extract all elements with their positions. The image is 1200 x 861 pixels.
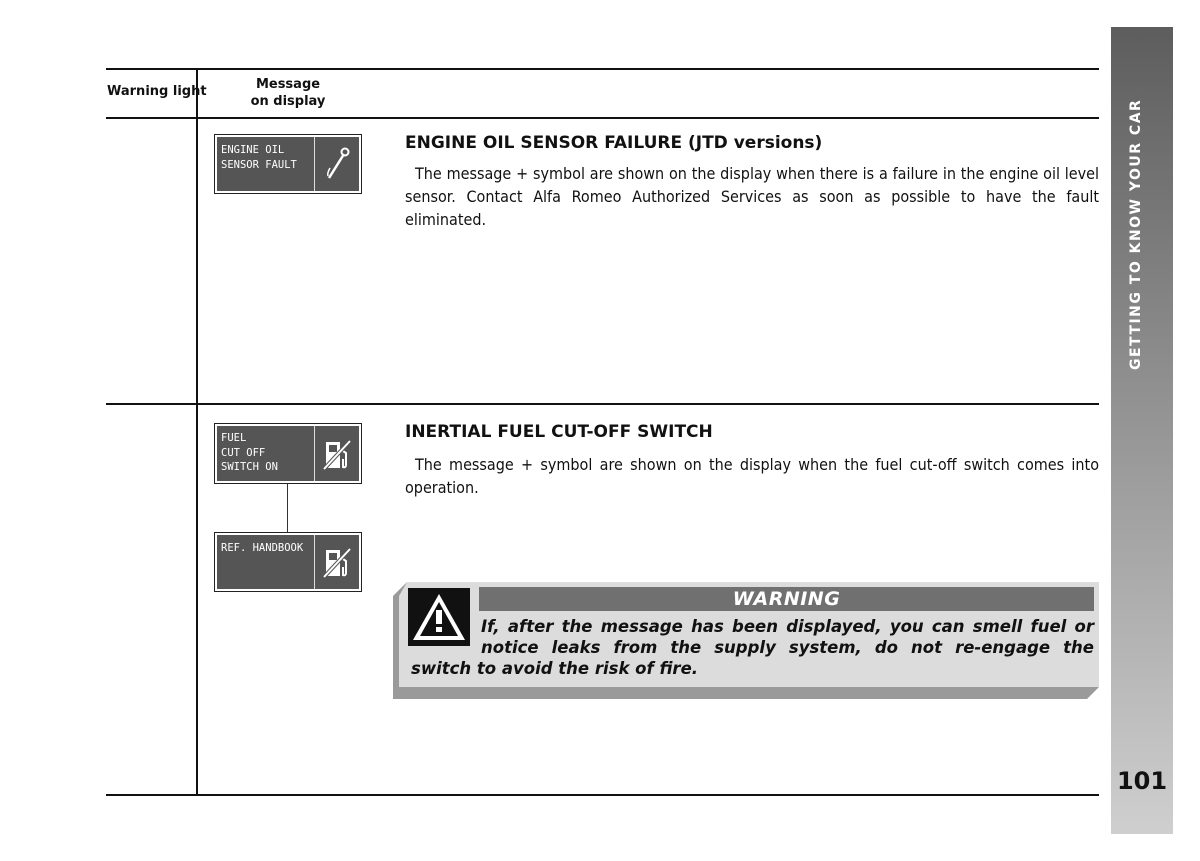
warning-label-bar	[479, 587, 1094, 611]
chapter-tab-label: GETTING TO KNOW YOUR CAR	[1128, 98, 1144, 370]
header-message	[198, 76, 378, 110]
column-divider	[196, 68, 198, 796]
warning-body: If, after the message has been displayed, you can smell fuel or notice leaks from the supply system, do not re-engage the switch to avoid the risk of fire.	[411, 617, 1094, 678]
fuel-pump-crossed-icon	[314, 426, 359, 481]
fuel-pump-crossed-icon	[314, 535, 359, 589]
display-message: ENGINE OIL SENSOR FAULT	[221, 144, 297, 171]
display-message: REF. HANDBOOK	[221, 542, 304, 554]
display-message: FUEL CUT OFF SWITCH ON	[221, 432, 278, 473]
display-engine-oil-sensor	[214, 134, 362, 194]
warning-label: WARNING	[732, 588, 841, 610]
section-rule	[106, 403, 1099, 405]
header-warning-light: Warning light	[107, 84, 207, 99]
page-number: 101	[1116, 767, 1168, 795]
header-message-line2: on display	[250, 94, 326, 109]
display-fuel-cut-off	[214, 423, 362, 484]
section1-title: ENGINE OIL SENSOR FAILURE (JTD versions)	[405, 133, 823, 153]
bottom-rule	[106, 794, 1099, 796]
section1-body: The message + symbol are shown on the display when there is a failure in the engine oil level sensor. Contact Alfa Romeo Authorized Services as soon as possible to have the fault eliminated.	[405, 164, 1099, 229]
section2-body: The message + symbol are shown on the display when the fuel cut-off switch comes into operation.	[405, 455, 1099, 497]
oil-dipstick-icon	[314, 137, 359, 191]
header-message-line1: Message	[255, 77, 321, 92]
display-connector	[287, 484, 288, 532]
display-ref-handbook	[214, 532, 362, 592]
section2-title: INERTIAL FUEL CUT-OFF SWITCH	[405, 422, 713, 442]
header-rule	[106, 117, 1099, 119]
top-rule	[106, 68, 1099, 70]
warning-box	[393, 582, 1099, 699]
warning-text	[411, 616, 1094, 679]
